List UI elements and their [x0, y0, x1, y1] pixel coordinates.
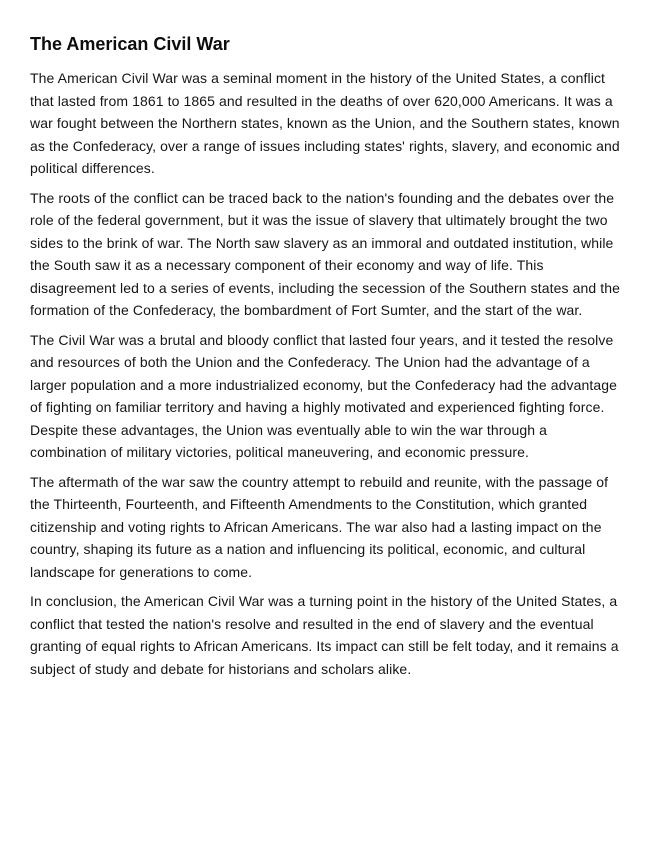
paragraph-roots: The roots of the conflict can be traced back to the nation's founding and the debates over the role of the federal government, but it was the issue of slavery that ultimately brought the two sides to the brink of war. The North saw slavery as an immoral and outdated institution, while the South saw it as a necessary component of their economy and way of life. This disagreement led to a series of events, including the secession of the Southern states and the formation of the Confederacy, the bombardment of Fort Sumter, and the start of the war.	[30, 189, 620, 318]
paragraph-intro: The American Civil War was a seminal moment in the history of the United States, a conflict that lasted from 1861 to 1865 and resulted in the deaths of over 620,000 Americans. It was a war fought between the Northern states, known as the Union, and the Southern states, known as the Confederacy, over a range of issues including states' rights, slavery, and economic and political differences.	[30, 70, 620, 176]
document-page	[30, 32, 626, 687]
paragraph-aftermath: The aftermath of the war saw the country attempt to rebuild and reunite, with the passage of the Thirteenth, Fourteenth, and Fifteenth Amendments to the Constitution, which granted citizenship and voting rights to African Americans. The war also had a lasting impact on the country, shaping its future as a nation and influencing its political, economic, and cultural landscape for generations to come.	[30, 473, 609, 580]
paragraph-conflict: The Civil War was a brutal and bloody conflict that lasted four years, and it tested the resolve and resources of both the Union and the Confederacy. The Union had the advantage of a larger population and a more industrialized economy, but the Confederacy had the advantage of fighting on familiar territory and having a highly motivated and experienced fighting force. Despite these advantages, the Union was eventually able to win the war through a combination of military victories, political maneuvering, and economic pressure.	[30, 331, 618, 460]
document-title: The American Civil War	[30, 34, 230, 54]
paragraph-conclusion: In conclusion, the American Civil War was a turning point in the history of the United States, a conflict that tested the nation's resolve and resulted in the end of slavery and the eventual granting of equal rights to African Americans. Its impact can still be felt today, and it remains a subject of study and debate for historians and scholars alike.	[30, 593, 619, 677]
